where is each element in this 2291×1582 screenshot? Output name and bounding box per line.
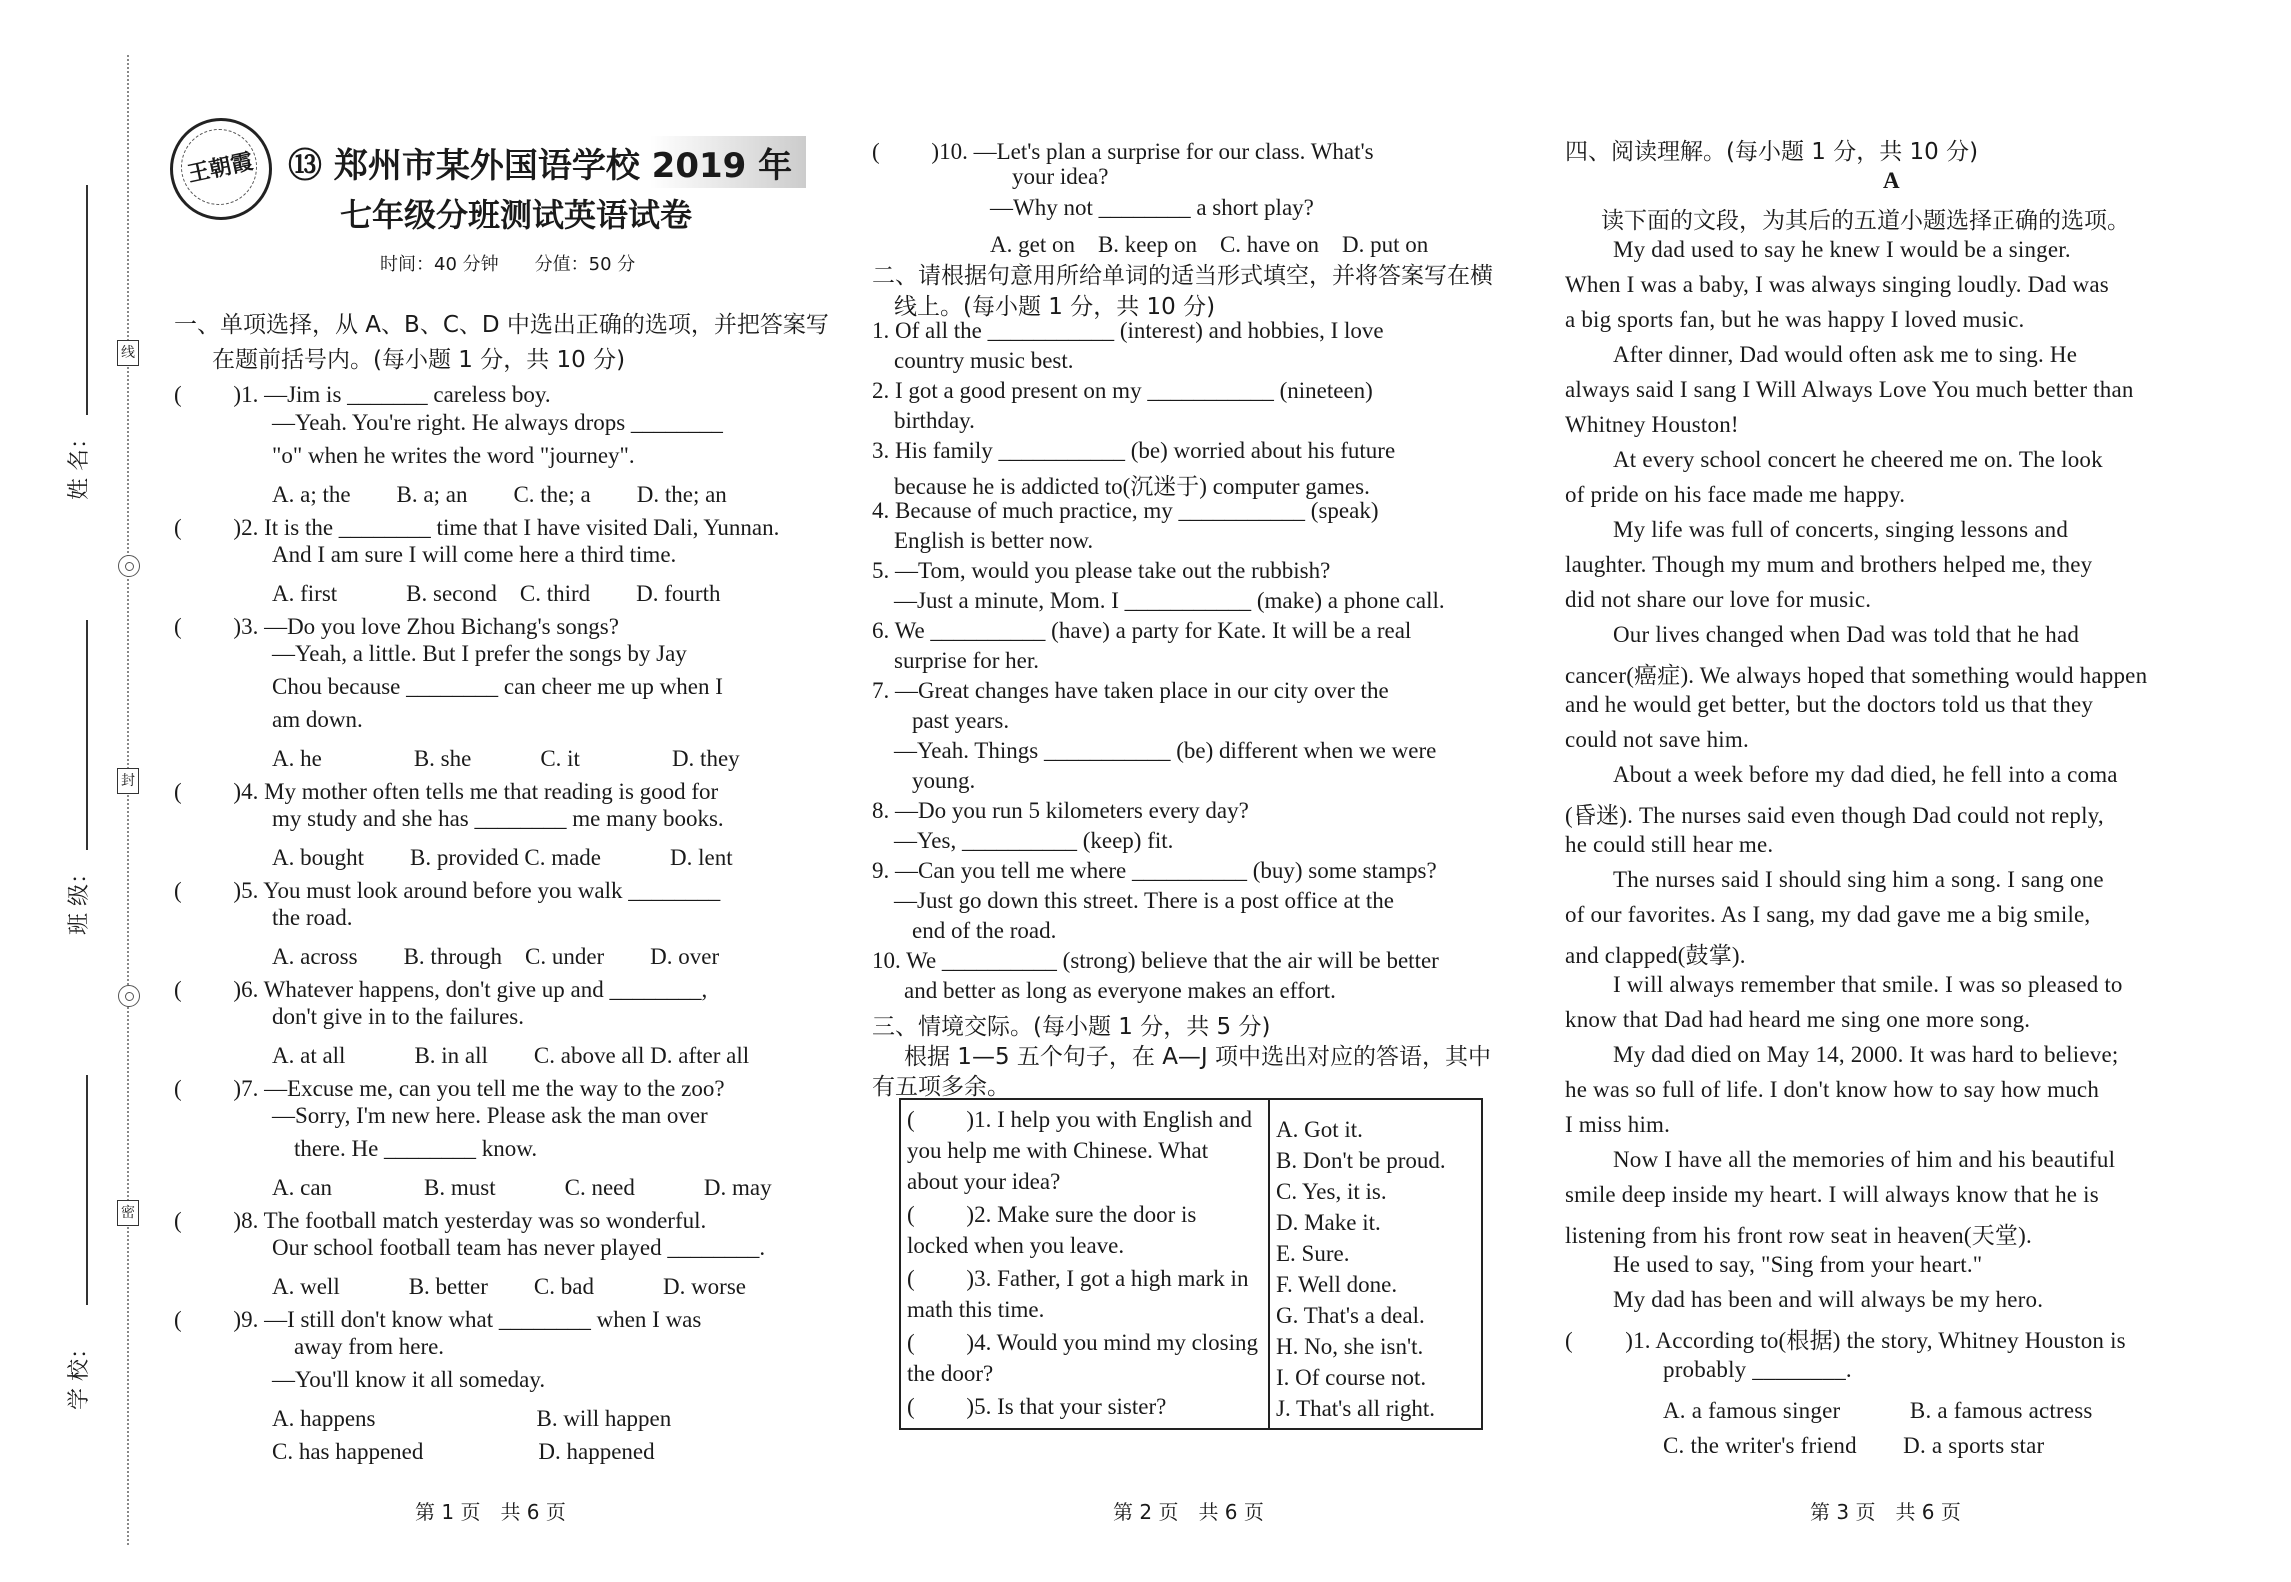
section-2-line: —Yes, __________ (keep) fit. bbox=[894, 828, 1174, 853]
reading-line: he was so full of life. I don't know how to say how much bbox=[1565, 1077, 2100, 1102]
section-2-line: 3. His family ___________ (be) worried about his future bbox=[872, 438, 1396, 463]
reading-line: listening from his front row seat in heaven(天堂). bbox=[1565, 1223, 2032, 1248]
dialog-question-item: ( )5. Is that your sister? bbox=[907, 1394, 1167, 1419]
page-3-column bbox=[1565, 0, 2205, 1582]
section-1-line: A. well B. better C. bad D. worse bbox=[272, 1274, 746, 1299]
class-label: 班 级： bbox=[67, 862, 92, 935]
binding-mark-feng: 封 bbox=[117, 768, 139, 794]
section-2-line: 4. Because of much practice, my ___________ (speak) bbox=[872, 498, 1379, 523]
reading-line: know that Dad had heard me sing one more song. bbox=[1565, 1007, 2031, 1032]
reading-line: and clapped(鼓掌). bbox=[1565, 943, 1746, 968]
section-2-line: 二、请根据句意用所给单词的适当形式填空，并将答案写在横 bbox=[872, 263, 1493, 289]
reading-line: My dad used to say he knew I would be a singer. bbox=[1613, 237, 2071, 262]
section-1-line: 在题前括号内。(每小题 1 分，共 10 分) bbox=[212, 347, 626, 373]
section-2-line: 10. We __________ (strong) believe that the air will be better bbox=[872, 948, 1439, 973]
reading-line: A. a famous singer B. a famous actress bbox=[1663, 1398, 2093, 1423]
page-footer-1: 第 1 页 共 6 页 bbox=[415, 1500, 566, 1524]
section-2-line: surprise for her. bbox=[894, 648, 1039, 673]
reading-line: About a week before my dad died, he fell into a coma bbox=[1613, 762, 2118, 787]
class-underline bbox=[86, 620, 88, 850]
reading-line: Our lives changed when Dad was told that he had bbox=[1613, 622, 2080, 647]
school-underline bbox=[86, 1075, 88, 1305]
reading-line: When I was a baby, I was always singing loudly. Dad was bbox=[1565, 272, 2109, 297]
section-1-line: my study and she has ________ me many books. bbox=[272, 806, 724, 831]
name-underline bbox=[86, 185, 88, 415]
section-1-line: ( )3. —Do you love Zhou Bichang's songs? bbox=[174, 614, 619, 639]
reading-line: Whitney Houston! bbox=[1565, 412, 1739, 437]
section-1-line: —Yeah. You're right. He always drops ________ bbox=[272, 410, 723, 435]
binding-hole-icon bbox=[118, 555, 140, 577]
binding-dotted-line bbox=[127, 55, 129, 1545]
section-2-line: and better as long as everyone makes an effort. bbox=[904, 978, 1336, 1003]
section-2-line: —Just go down this street. There is a post office at the bbox=[894, 888, 1394, 913]
section-2-line: 2. I got a good present on my ___________ (nineteen) bbox=[872, 378, 1373, 403]
reading-line: 读下面的文段，为其后的五道小题选择正确的选项。 bbox=[1601, 208, 2130, 234]
reading-line: The nurses said I should sing him a song. I sang one bbox=[1613, 867, 2104, 892]
section-2-line: 根据 1—5 五个句子，在 A—J 项中选出对应的答语，其中 bbox=[904, 1044, 1492, 1070]
dialog-answer-option: D. Make it. bbox=[1276, 1210, 1381, 1235]
page-footer-2: 第 2 页 共 6 页 bbox=[1113, 1500, 1264, 1524]
reading-line: could not save him. bbox=[1565, 727, 1749, 752]
binding-mark-xian: 线 bbox=[117, 340, 139, 366]
section-1-line: —You'll know it all someday. bbox=[272, 1367, 546, 1392]
reading-line: laughter. Though my mum and brothers helped me, they bbox=[1565, 552, 2093, 577]
section-2-line: 三、情境交际。(每小题 1 分，共 5 分) bbox=[872, 1014, 1271, 1040]
binding-mark-mi: 密 bbox=[117, 1200, 139, 1226]
section-2-line: because he is addicted to(沉迷于) computer games. bbox=[894, 474, 1370, 499]
reading-line: Now I have all the memories of him and his beautiful bbox=[1613, 1147, 2116, 1172]
dialog-question-item: ( )2. Make sure the door is locked when you leave. bbox=[907, 1202, 1197, 1258]
section-1-line: ( )6. Whatever happens, don't give up and ________, bbox=[174, 977, 708, 1002]
reading-line: I miss him. bbox=[1565, 1112, 1671, 1137]
dialog-answer-option: G. That's a deal. bbox=[1276, 1303, 1425, 1328]
dialog-answers-cell bbox=[1269, 1099, 1482, 1429]
section-2-line: ( )10. —Let's plan a surprise for our class. What's bbox=[872, 139, 1374, 164]
section-1-line: A. first B. second C. third D. fourth bbox=[272, 581, 721, 606]
page-footer-3: 第 3 页 共 6 页 bbox=[1810, 1500, 1961, 1524]
section-1-line: C. has happened D. happened bbox=[272, 1439, 655, 1464]
page-title: ⑬ 郑州市某外国语学校 2019 年 bbox=[288, 146, 793, 186]
dialog-question-item: ( )4. Would you mind my closing the door? bbox=[907, 1330, 1259, 1386]
reading-line: At every school concert he cheered me on. The look bbox=[1613, 447, 2103, 472]
section-2-line: 有五项多余。 bbox=[872, 1074, 1010, 1100]
section-2-line: A. get on B. keep on C. have on D. put on bbox=[990, 232, 1429, 257]
section-1-line: ( )1. —Jim is _______ careless boy. bbox=[174, 382, 551, 407]
reading-line: cancer(癌症). We always hoped that something would happen bbox=[1565, 663, 2148, 688]
section-1-line: am down. bbox=[272, 707, 363, 732]
reading-line: I will always remember that smile. I was so pleased to bbox=[1613, 972, 2123, 997]
dialog-answer-option: F. Well done. bbox=[1276, 1272, 1398, 1297]
section-1-line: A. at all B. in all C. above all D. after all bbox=[272, 1043, 750, 1068]
section-2-line: country music best. bbox=[894, 348, 1074, 373]
reading-line: always said I sang I Will Always Love You much better than bbox=[1565, 377, 2134, 402]
dialog-answer-option: H. No, she isn't. bbox=[1276, 1334, 1424, 1359]
section-2-line: 5. —Tom, would you please take out the rubbish? bbox=[872, 558, 1331, 583]
reading-line: (昏迷). The nurses said even though Dad could not reply, bbox=[1565, 803, 2104, 828]
dialog-answer-option: J. That's all right. bbox=[1276, 1396, 1435, 1421]
section-2-line: birthday. bbox=[894, 408, 975, 433]
section-1-line: ( )8. The football match yesterday was so wonderful. bbox=[174, 1208, 707, 1233]
reading-line: C. the writer's friend D. a sports star bbox=[1663, 1433, 2045, 1458]
section-1-line: A. a; the B. a; an C. the; a D. the; an bbox=[272, 482, 727, 507]
reading-line: of pride on his face made me happy. bbox=[1565, 482, 1906, 507]
section-2-line: 7. —Great changes have taken place in our city over the bbox=[872, 678, 1389, 703]
reading-line: he could still hear me. bbox=[1565, 832, 1774, 857]
section-1-line: ( )2. It is the ________ time that I have visited Dali, Yunnan. bbox=[174, 515, 780, 540]
reading-line: a big sports fan, but he was happy I loved music. bbox=[1565, 307, 2025, 332]
section-1-line: Chou because ________ can cheer me up when I bbox=[272, 674, 723, 699]
reading-line: smile deep inside my heart. I will always know that he is bbox=[1565, 1182, 2099, 1207]
section-1-line: ( )9. —I still don't know what ________ when I was bbox=[174, 1307, 702, 1332]
exam-meta: 时间：40 分钟 分值：50 分 bbox=[380, 254, 636, 275]
page-2-column bbox=[868, 0, 1508, 1582]
binding-hole-icon bbox=[118, 985, 140, 1007]
section-2-line: English is better now. bbox=[894, 528, 1094, 553]
dialog-answer-option: A. Got it. bbox=[1276, 1117, 1363, 1142]
section-1-line: ( )5. You must look around before you walk ________ bbox=[174, 878, 721, 903]
section-1-line: "o" when he writes the word "journey". bbox=[272, 443, 635, 468]
section-2-line: 线上。(每小题 1 分，共 10 分) bbox=[894, 294, 1216, 320]
dialog-answer-option: I. Of course not. bbox=[1276, 1365, 1427, 1390]
section-2-line: past years. bbox=[912, 708, 1010, 733]
section-1-line: don't give in to the failures. bbox=[272, 1004, 524, 1029]
dialog-matching-table bbox=[899, 1098, 1483, 1430]
section-2-line: 9. —Can you tell me where __________ (buy) some stamps? bbox=[872, 858, 1437, 883]
dialog-answer-option: B. Don't be proud. bbox=[1276, 1148, 1446, 1173]
section-1-line: ( )4. My mother often tells me that reading is good for bbox=[174, 779, 719, 804]
reading-line: A bbox=[1883, 168, 1900, 193]
dialog-answer-option: E. Sure. bbox=[1276, 1241, 1350, 1266]
section-2-line: young. bbox=[912, 768, 976, 793]
section-1-line: And I am sure I will come here a third time. bbox=[272, 542, 677, 567]
section-2-line: 1. Of all the ___________ (interest) and hobbies, I love bbox=[872, 318, 1384, 343]
reading-line: He used to say, "Sing from your heart." bbox=[1613, 1252, 1983, 1277]
section-1-line: ( )7. —Excuse me, can you tell me the way to the zoo? bbox=[174, 1076, 725, 1101]
section-2-line: 6. We __________ (have) a party for Kate. It will be a real bbox=[872, 618, 1412, 643]
reading-line: My dad has been and will always be my hero. bbox=[1613, 1287, 2044, 1312]
page-subtitle: 七年级分班测试英语试卷 bbox=[340, 196, 693, 234]
reading-line: 四、阅读理解。(每小题 1 分，共 10 分) bbox=[1565, 139, 1979, 165]
name-label: 姓 名： bbox=[67, 427, 92, 500]
section-2-line: —Yeah. Things ___________ (be) different when we were bbox=[894, 738, 1437, 763]
dialog-questions-cell bbox=[900, 1099, 1269, 1429]
school-label: 学 校： bbox=[67, 1337, 92, 1410]
section-1-line: 一、单项选择，从 A、B、C、D 中选出正确的选项，并把答案写 bbox=[174, 312, 829, 338]
section-1-line: A. he B. she C. it D. they bbox=[272, 746, 740, 771]
dialog-question-item: ( )1. I help you with English and you help me with Chinese. What about your idea? bbox=[907, 1107, 1252, 1194]
dialog-answer-option: C. Yes, it is. bbox=[1276, 1179, 1387, 1204]
section-1-line: away from here. bbox=[294, 1334, 445, 1359]
reading-line: My life was full of concerts, singing lessons and bbox=[1613, 517, 2069, 542]
reading-line: ( )1. According to(根据) the story, Whitney Houston is bbox=[1565, 1328, 2126, 1353]
section-1-line: Our school football team has never played ________. bbox=[272, 1235, 766, 1260]
section-2-line: —Why not ________ a short play? bbox=[990, 195, 1314, 220]
reading-line: probably ________. bbox=[1663, 1357, 1852, 1382]
section-2-line: your idea? bbox=[1012, 164, 1109, 189]
section-1-line: —Sorry, I'm new here. Please ask the man over bbox=[272, 1103, 708, 1128]
reading-line: and he would get better, but the doctors told us that they bbox=[1565, 692, 2094, 717]
dialog-question-item: ( )3. Father, I got a high mark in math this time. bbox=[907, 1266, 1249, 1322]
reading-line: of our favorites. As I sang, my dad gave me a big smile, bbox=[1565, 902, 2091, 927]
reading-line: After dinner, Dad would often ask me to sing. He bbox=[1613, 342, 2078, 367]
publisher-logo: 王朝霞 bbox=[170, 118, 272, 220]
section-1-line: A. can B. must C. need D. may bbox=[272, 1175, 772, 1200]
section-2-line: 8. —Do you run 5 kilometers every day? bbox=[872, 798, 1249, 823]
section-1-line: there. He ________ know. bbox=[294, 1136, 538, 1161]
reading-line: My dad died on May 14, 2000. It was hard to believe; bbox=[1613, 1042, 2119, 1067]
section-1-line: the road. bbox=[272, 905, 353, 930]
reading-line: did not share our love for music. bbox=[1565, 587, 1872, 612]
section-1-line: —Yeah, a little. But I prefer the songs by Jay bbox=[272, 641, 687, 666]
section-1-line: A. bought B. provided C. made D. lent bbox=[272, 845, 733, 870]
section-2-line: —Just a minute, Mom. I ___________ (make) a phone call. bbox=[894, 588, 1445, 613]
section-2-line: end of the road. bbox=[912, 918, 1057, 943]
section-1-line: A. happens B. will happen bbox=[272, 1406, 672, 1431]
section-1-line: A. across B. through C. under D. over bbox=[272, 944, 720, 969]
page-1-column bbox=[170, 0, 829, 1582]
